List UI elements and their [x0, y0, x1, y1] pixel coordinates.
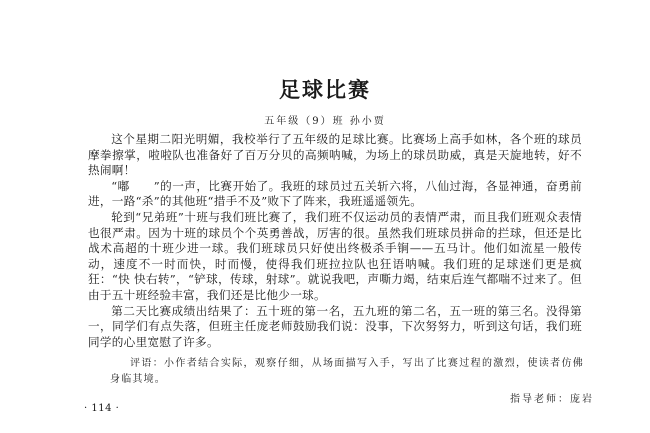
- paragraph: 第二天比赛成绩出结果了：五十班的第一名，五九班的第二名，五一班的第三名。没得第一，同学们有点失落，但班主任庞老师鼓励我们说：没事，下次努努力，听到这句话，我们班同学的心里宽慰了许多。: [88, 303, 582, 349]
- paragraph: 轮到“兄弟班”十班与我们班比赛了，我们班不仅运动员的表情严肃，而且我们班观众表情也很严肃。因为十班的球员个个英勇善战，厉害的很。虽然我们班球员拼命的拦球，但还是比战术高超的十班少进一球。我们班球员只好使出终极杀手锏——五马计。他们如流星一般传动，速度不一时而快，时而慢，使得我们班拉拉队也狂语呐喊。我们班的足球迷们更是疯狂：“快 快右转”，“铲球，传球，射球”。就说我吧，声嘶力竭，结束后连气都喘不过来了。但由于五十班经验丰富，我们还是比他少一球。: [88, 209, 582, 302]
- essay-title: 足球比赛: [279, 78, 371, 102]
- teacher-comment: 评语：小作者结合实际，观察仔细，从场面描写入手，写出了比赛过程的激烈，使读者仿佛身临其境。: [110, 358, 584, 385]
- author-line: 五年级（9）班 孙小贾: [264, 116, 386, 127]
- essay-body: [88, 132, 582, 350]
- page-number: · 114 ·: [84, 403, 120, 414]
- paragraph: 这个星期二阳光明媚，我校举行了五年级的足球比赛。比赛场上高手如林，各个班的球员摩拳擦掌，啦啦队也准备好了百万分贝的高频呐喊，为场上的球员助威，真是天旋地转，好不热闹啊！: [88, 132, 582, 178]
- instructor-credit: 指导老师：庞岩: [510, 394, 594, 405]
- paragraph: “嘟 ”的一声，比赛开始了。我班的球员过五关斩六将，八仙过海，各显神通，奋勇前进，一路“杀”的其他班“措手不及”败下了阵来，我班遥遥领先。: [88, 178, 582, 209]
